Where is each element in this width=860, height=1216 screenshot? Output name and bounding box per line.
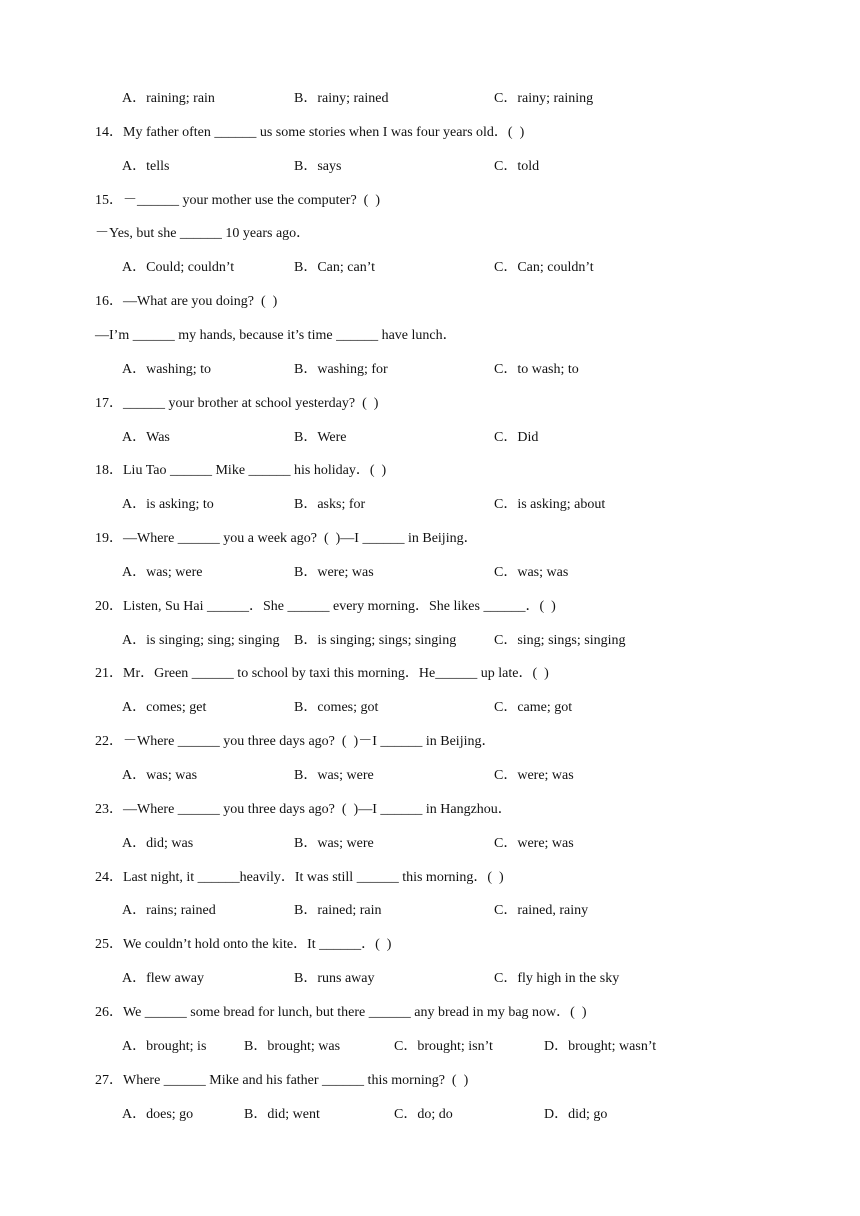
answer-option[interactable]: B．asks; for (294, 497, 366, 512)
question-text: 14．My father often ______ us some stories when I was four years old．( ) (95, 125, 525, 140)
answer-option[interactable]: C．were; was (494, 768, 574, 783)
answer-options (0, 429, 860, 447)
answer-options (0, 259, 860, 277)
answer-option[interactable]: A．comes; get (122, 700, 207, 715)
question-text: —I’m ______ my hands, because it’s time ______ have lunch． (95, 328, 457, 343)
answer-option[interactable]: C．rainy; raining (494, 91, 594, 106)
answer-option[interactable]: A．Could; couldn’t (122, 260, 235, 275)
answer-option[interactable]: B．is singing; sings; singing (294, 633, 457, 648)
answer-option[interactable]: B．rained; rain (294, 903, 382, 918)
answer-option[interactable]: A．is singing; sing; singing (122, 633, 280, 648)
answer-option[interactable]: B．rainy; rained (294, 91, 389, 106)
answer-option[interactable]: C．fly high in the sky (494, 971, 620, 986)
answer-options (0, 699, 860, 717)
question-text: 18．Liu Tao ______ Mike ______ his holiday．( ) (95, 463, 387, 478)
answer-option[interactable]: A．was; was (122, 768, 198, 783)
answer-options (0, 496, 860, 514)
answer-option[interactable]: A．raining; rain (122, 91, 215, 106)
answer-options (0, 564, 860, 582)
question-text: 25．We couldn’t hold onto the kite．It ______．( ) (95, 937, 392, 952)
answer-option[interactable]: C．to wash; to (494, 362, 579, 377)
answer-option[interactable]: B．Were (294, 430, 347, 445)
answer-option[interactable]: B．was; were (294, 836, 374, 851)
answer-option[interactable]: B．runs away (294, 971, 375, 986)
answer-option[interactable]: C．came; got (494, 700, 573, 715)
answer-options (0, 1038, 860, 1056)
answer-option[interactable]: C．sing; sings; singing (494, 633, 626, 648)
answer-option[interactable]: A．flew away (122, 971, 205, 986)
answer-option[interactable]: C．do; do (394, 1107, 453, 1122)
answer-option[interactable]: A．brought; is (122, 1039, 207, 1054)
answer-options (0, 158, 860, 176)
answer-option[interactable]: C．Did (494, 430, 539, 445)
question-text: 15．－______ your mother use the computer? ( ) (95, 193, 380, 208)
question-text: 19．—Where ______ you a week ago? ( )—I ______ in Beijing． (95, 531, 478, 546)
answer-option[interactable]: B．comes; got (294, 700, 379, 715)
answer-option[interactable]: A．washing; to (122, 362, 212, 377)
answer-option[interactable]: B．was; were (294, 768, 374, 783)
answer-option[interactable]: A．is asking; to (122, 497, 214, 512)
answer-option[interactable]: C．Can; couldn’t (494, 260, 594, 275)
answer-options (0, 361, 860, 379)
answer-option[interactable]: B．Can; can’t (294, 260, 376, 275)
answer-options (0, 767, 860, 785)
answer-option[interactable]: A．did; was (122, 836, 194, 851)
answer-options (0, 632, 860, 650)
question-text: －Yes, but she ______ 10 years ago． (95, 226, 311, 241)
answer-option[interactable]: A．tells (122, 159, 170, 174)
answer-option[interactable]: C．is asking; about (494, 497, 606, 512)
question-text: 22．－Where ______ you three days ago? ( )－I ______ in Beijing． (95, 734, 496, 749)
answer-option[interactable]: B．says (294, 159, 342, 174)
answer-option[interactable]: C．told (494, 159, 540, 174)
answer-option[interactable]: C．rained, rainy (494, 903, 589, 918)
answer-option[interactable]: A．Was (122, 430, 170, 445)
question-text: 24．Last night, it ______heavily．It was still ______ this morning．( ) (95, 870, 504, 885)
question-text: 17．______ your brother at school yesterday? ( ) (95, 396, 379, 411)
question-text: 26．We ______ some bread for lunch, but there ______ any bread in my bag now．( ) (95, 1005, 587, 1020)
answer-option[interactable]: A．does; go (122, 1107, 194, 1122)
answer-option[interactable]: D．did; go (544, 1107, 608, 1122)
answer-options (0, 90, 860, 108)
answer-options (0, 902, 860, 920)
answer-option[interactable]: A．rains; rained (122, 903, 216, 918)
question-text: 20．Listen, Su Hai ______．She ______ every morning．She likes ______．( ) (95, 599, 556, 614)
answer-option[interactable]: B．did; went (244, 1107, 320, 1122)
question-text: 16．—What are you doing? ( ) (95, 294, 278, 309)
answer-options (0, 1106, 860, 1124)
answer-option[interactable]: C．was; was (494, 565, 569, 580)
answer-option[interactable]: A．was; were (122, 565, 203, 580)
question-text: 23．—Where ______ you three days ago? ( )—I ______ in Hangzhou． (95, 802, 512, 817)
question-text: 21．Mr．Green ______ to school by taxi this morning．He______ up late．( ) (95, 666, 549, 681)
answer-option[interactable]: D．brought; wasn’t (544, 1039, 657, 1054)
answer-options (0, 835, 860, 853)
answer-option[interactable]: C．were; was (494, 836, 574, 851)
answer-option[interactable]: B．brought; was (244, 1039, 341, 1054)
answer-option[interactable]: C．brought; isn’t (394, 1039, 493, 1054)
answer-option[interactable]: B．were; was (294, 565, 374, 580)
answer-option[interactable]: B．washing; for (294, 362, 388, 377)
question-text: 27．Where ______ Mike and his father ______ this morning? ( ) (95, 1073, 469, 1088)
answer-options (0, 970, 860, 988)
